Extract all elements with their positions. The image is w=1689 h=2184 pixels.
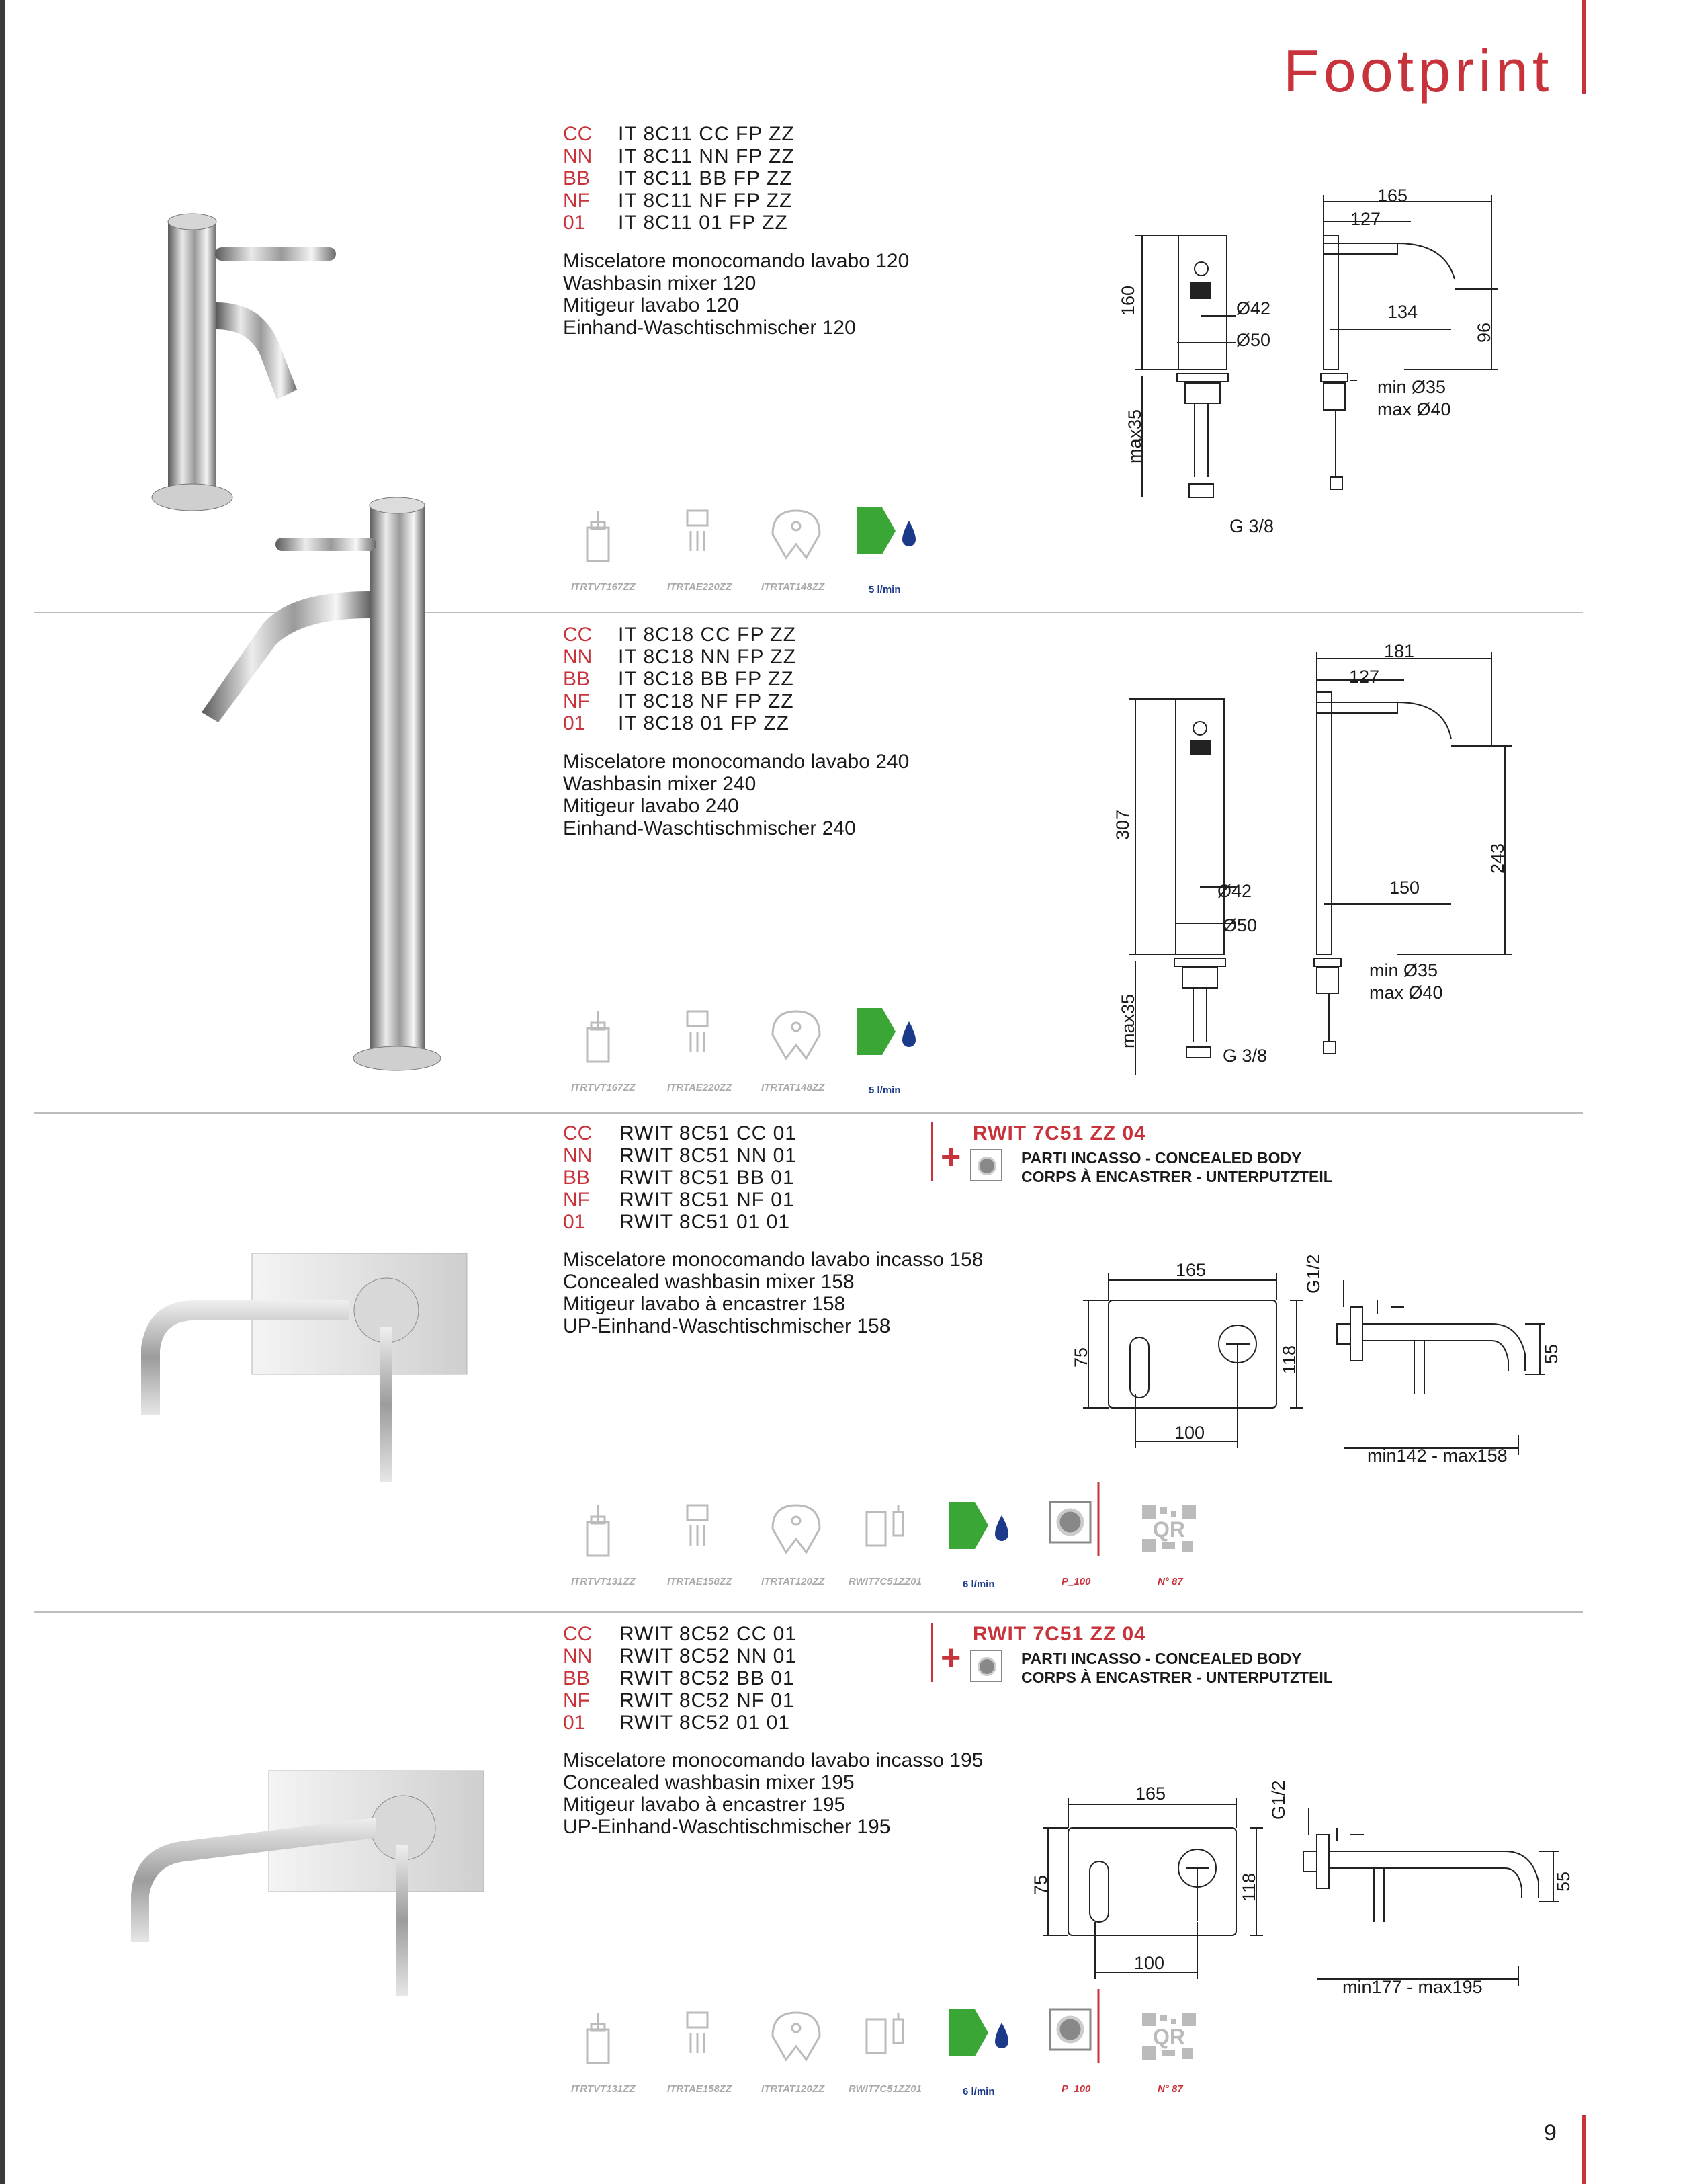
technical-drawing (1062, 1247, 1572, 1502)
code-row (563, 1167, 797, 1189)
product-photo (121, 168, 443, 538)
article-code: IT 8C11 CC FP ZZ (618, 123, 795, 145)
product-codes (563, 624, 796, 734)
technical-drawing (1113, 638, 1518, 1066)
code-row (563, 1122, 797, 1144)
description-fr: Mitigeur lavabo 120 (563, 294, 739, 317)
finish-code: BB (563, 1167, 591, 1189)
eco-flow-icon (949, 1502, 1016, 1556)
code-row (563, 145, 795, 167)
accessory-code: ITRTAE220ZZ (667, 1082, 732, 1093)
accessory-code: ITRTVT167ZZ (571, 1082, 636, 1093)
product-codes (563, 1122, 797, 1233)
article-code: IT 8C18 BB FP ZZ (618, 668, 794, 690)
code-row (563, 167, 795, 190)
dim-spacing: 100 (1134, 1953, 1165, 1973)
description-fr: Mitigeur lavabo à encastrer 195 (563, 1794, 846, 1816)
eco-flow-icon (857, 507, 924, 561)
description-it: Miscelatore monocomando lavabo incasso 158 (563, 1249, 984, 1271)
description-en: Washbasin mixer 240 (563, 773, 756, 795)
aerator-icon (681, 2009, 714, 2056)
description-de: Einhand-Waschtischmischer 240 (563, 817, 856, 839)
concealed-body-label: PARTI INCASSO - CONCEALED BODY (1021, 1650, 1302, 1667)
article-code: RWIT 8C52 NF 01 (619, 1689, 795, 1712)
article-code: IT 8C18 NF FP ZZ (618, 690, 794, 712)
code-row (563, 1144, 797, 1167)
finish-code: NN (563, 145, 593, 167)
accessory-code: ITRTAE158ZZ (667, 1576, 732, 1587)
cartridge-icon (578, 1008, 618, 1068)
cartridge-icon (578, 1502, 618, 1562)
dim-dia-base: Ø50 (1223, 915, 1258, 935)
finish-code: CC (563, 624, 593, 646)
article-code: RWIT 8C51 BB 01 (619, 1167, 795, 1189)
dim-min-hole: min Ø35 (1369, 960, 1438, 980)
description-it: Miscelatore monocomando lavabo 240 (563, 751, 910, 773)
dim-spout: 134 (1387, 302, 1418, 322)
code-row (563, 1667, 797, 1689)
description-en: Concealed washbasin mixer 158 (563, 1271, 855, 1293)
article-code: IT 8C11 01 FP ZZ (618, 212, 788, 234)
key-tool-icon (766, 1008, 826, 1062)
product-description (563, 250, 909, 339)
dim-height: 160 (1118, 285, 1138, 316)
page-number-bar (1582, 2115, 1586, 2184)
dim-width-inner: 127 (1350, 209, 1381, 229)
description-de: UP-Einhand-Waschtischmischer 158 (563, 1315, 891, 1337)
dim-dia-top: Ø42 (1236, 298, 1271, 319)
code-row (563, 1189, 797, 1211)
code-row (563, 123, 795, 145)
code-row (563, 712, 796, 734)
qr-label: QR (1153, 2025, 1185, 2049)
dim-plate-height: 118 (1239, 1872, 1259, 1902)
article-code: RWIT 8C51 NF 01 (619, 1189, 795, 1211)
article-code: IT 8C18 01 FP ZZ (618, 712, 789, 734)
product-photo (121, 1761, 497, 2003)
finish-code: NN (563, 646, 593, 668)
dim-handle-height: 75 (1031, 1874, 1051, 1895)
finish-code: BB (563, 668, 591, 690)
code-row (563, 1623, 797, 1645)
code-row (563, 646, 796, 668)
finish-code: CC (563, 1623, 593, 1645)
product-photo (121, 1233, 497, 1488)
dim-max-deck: max35 (1118, 993, 1138, 1048)
dim-projection: min142 - max158 (1367, 1445, 1508, 1466)
dim-thread: G1/2 (1303, 1254, 1324, 1294)
finish-code: BB (563, 167, 591, 190)
cartridge-icon (578, 2009, 618, 2070)
accessory-code: ITRTVT167ZZ (571, 581, 636, 593)
product-section-4 (0, 1613, 1689, 2124)
accessory-code: RWIT7C51ZZ01 (849, 2083, 922, 2095)
dim-max-hole: max Ø40 (1377, 399, 1451, 419)
accessory-code: ITRTAE220ZZ (667, 581, 732, 593)
product-description (563, 1749, 983, 1838)
article-code: RWIT 8C52 NN 01 (619, 1645, 797, 1667)
finish-code: CC (563, 1122, 593, 1144)
product-section-3 (0, 1112, 1689, 1613)
dim-spacing: 100 (1174, 1423, 1205, 1443)
dim-handle-height: 75 (1071, 1347, 1091, 1368)
dim-plate-width: 165 (1135, 1783, 1166, 1804)
article-code: IT 8C18 CC FP ZZ (618, 624, 796, 646)
page-number: 9 (1544, 2120, 1557, 2146)
aerator-icon (681, 1502, 714, 1549)
accessory-code: ITRTAE158ZZ (667, 2083, 732, 2095)
technical-drawing (1115, 181, 1518, 544)
product-codes (563, 123, 795, 234)
key-tool-icon (766, 2009, 826, 2063)
finish-code: NN (563, 1144, 593, 1167)
dim-spout: 150 (1389, 878, 1420, 898)
code-row (563, 1689, 797, 1712)
finish-code: NF (563, 1189, 590, 1211)
code-row (563, 1211, 797, 1233)
description-it: Miscelatore monocomando lavabo incasso 195 (563, 1749, 984, 1771)
concealed-body-icon (1043, 1989, 1104, 2063)
description-fr: Mitigeur lavabo 240 (563, 795, 739, 817)
article-code: RWIT 8C52 01 01 (619, 1712, 791, 1734)
dim-spout-height: 243 (1487, 843, 1508, 874)
accessory-code: ITRTAT148ZZ (761, 1082, 825, 1093)
article-code: RWIT 8C51 CC 01 (619, 1122, 797, 1144)
qr-number: N° 87 (1158, 2083, 1183, 2095)
finish-code: NF (563, 190, 590, 212)
handle-kit-icon (863, 1502, 917, 1549)
dim-spout-height: 55 (1541, 1343, 1561, 1364)
concealed-body-icon (1043, 1482, 1104, 1556)
description-de: UP-Einhand-Waschtischmischer 195 (563, 1816, 891, 1838)
concealed-body-label-2: CORPS À ENCASTRER - UNTERPUTZTEIL (1021, 1168, 1333, 1185)
concealed-body-code: RWIT 7C51 ZZ 04 (973, 1122, 1146, 1144)
dim-max-deck: max35 (1125, 409, 1145, 464)
product-description (563, 751, 909, 839)
key-tool-icon (766, 507, 826, 561)
finish-code: 01 (563, 712, 586, 734)
flow-rate: 5 l/min (869, 1085, 901, 1096)
dim-thread: G 3/8 (1229, 516, 1274, 536)
article-code: IT 8C11 BB FP ZZ (618, 167, 793, 190)
dim-spout-height: 55 (1553, 1871, 1573, 1892)
dim-width-total: 181 (1384, 641, 1415, 661)
code-row (563, 624, 796, 646)
dim-plate-width: 165 (1176, 1260, 1207, 1280)
code-row (563, 1712, 797, 1734)
aerator-icon (681, 507, 714, 554)
concealed-body-icon (970, 1149, 1002, 1181)
code-row (563, 690, 796, 712)
accessory-code: ITRTAT148ZZ (761, 581, 825, 593)
concealed-body-label: PARTI INCASSO - CONCEALED BODY (1021, 1149, 1302, 1167)
finish-code: 01 (563, 1712, 586, 1734)
article-code: RWIT 8C52 CC 01 (619, 1623, 797, 1645)
article-code: RWIT 8C51 NN 01 (619, 1144, 797, 1167)
plus-icon: + (941, 1138, 961, 1177)
eco-flow-icon (857, 1008, 924, 1062)
aerator-icon (681, 1008, 714, 1055)
article-code: RWIT 8C51 01 01 (619, 1211, 791, 1233)
dim-plate-height: 118 (1279, 1345, 1299, 1374)
qr-number: N° 87 (1158, 1576, 1183, 1587)
description-en: Concealed washbasin mixer 195 (563, 1771, 855, 1794)
finish-code: NF (563, 690, 590, 712)
qr-code-icon (1139, 1502, 1199, 1556)
product-photo (188, 491, 484, 1082)
qr-label: QR (1153, 1517, 1185, 1542)
accessory-code: ITRTVT131ZZ (571, 2083, 636, 2095)
code-row (563, 190, 795, 212)
cartridge-icon (578, 507, 618, 568)
dim-spout-height: 96 (1474, 322, 1494, 343)
article-code: IT 8C11 NF FP ZZ (618, 190, 793, 212)
code-row (563, 212, 795, 234)
dim-projection: min177 - max195 (1342, 1977, 1483, 1997)
note-divider (931, 1122, 933, 1181)
dim-height: 307 (1113, 809, 1133, 840)
article-code: RWIT 8C52 BB 01 (619, 1667, 795, 1689)
dim-min-hole: min Ø35 (1377, 377, 1446, 397)
p-code: P_100 (1062, 2083, 1091, 2095)
accessory-code: ITRTAT120ZZ (761, 1576, 825, 1587)
p-code: P_100 (1062, 1576, 1091, 1587)
plus-icon: + (941, 1638, 961, 1677)
accessory-code: RWIT7C51ZZ01 (849, 1576, 922, 1587)
dim-dia-top: Ø42 (1217, 881, 1252, 901)
technical-drawing (1021, 1747, 1572, 2016)
description-fr: Mitigeur lavabo à encastrer 158 (563, 1293, 846, 1315)
description-de: Einhand-Waschtischmischer 120 (563, 317, 856, 339)
eco-flow-icon (949, 2009, 1016, 2063)
code-row (563, 668, 796, 690)
concealed-body-code: RWIT 7C51 ZZ 04 (973, 1623, 1146, 1645)
finish-code: 01 (563, 212, 586, 234)
product-codes (563, 1623, 797, 1734)
dim-thread: G1/2 (1268, 1780, 1289, 1820)
finish-code: BB (563, 1667, 591, 1689)
accessory-code: ITRTVT131ZZ (571, 1576, 636, 1587)
accessory-code: ITRTAT120ZZ (761, 2083, 825, 2095)
description-it: Miscelatore monocomando lavabo 120 (563, 250, 910, 272)
product-section-2 (0, 615, 1689, 1112)
dim-width-total: 165 (1377, 185, 1408, 206)
finish-code: NF (563, 1689, 590, 1712)
flow-rate: 6 l/min (963, 2086, 995, 2097)
note-divider (931, 1623, 933, 1682)
handle-kit-icon (863, 2009, 917, 2056)
code-row (563, 1645, 797, 1667)
dim-max-hole: max Ø40 (1369, 982, 1443, 1003)
finish-code: 01 (563, 1211, 586, 1233)
flow-rate: 5 l/min (869, 584, 901, 595)
dim-thread: G 3/8 (1223, 1046, 1268, 1066)
article-code: IT 8C18 NN FP ZZ (618, 646, 796, 668)
dim-dia-base: Ø50 (1236, 330, 1271, 350)
finish-code: NN (563, 1645, 593, 1667)
flow-rate: 6 l/min (963, 1579, 995, 1590)
dim-width-inner: 127 (1349, 667, 1380, 687)
concealed-body-label-2: CORPS À ENCASTRER - UNTERPUTZTEIL (1021, 1669, 1333, 1686)
page-title: Footprint (1283, 38, 1553, 104)
qr-code-icon (1139, 2009, 1199, 2063)
concealed-body-icon (970, 1650, 1002, 1682)
key-tool-icon (766, 1502, 826, 1556)
finish-code: CC (563, 123, 593, 145)
description-en: Washbasin mixer 120 (563, 272, 756, 294)
article-code: IT 8C11 NN FP ZZ (618, 145, 795, 167)
product-description (563, 1249, 983, 1337)
